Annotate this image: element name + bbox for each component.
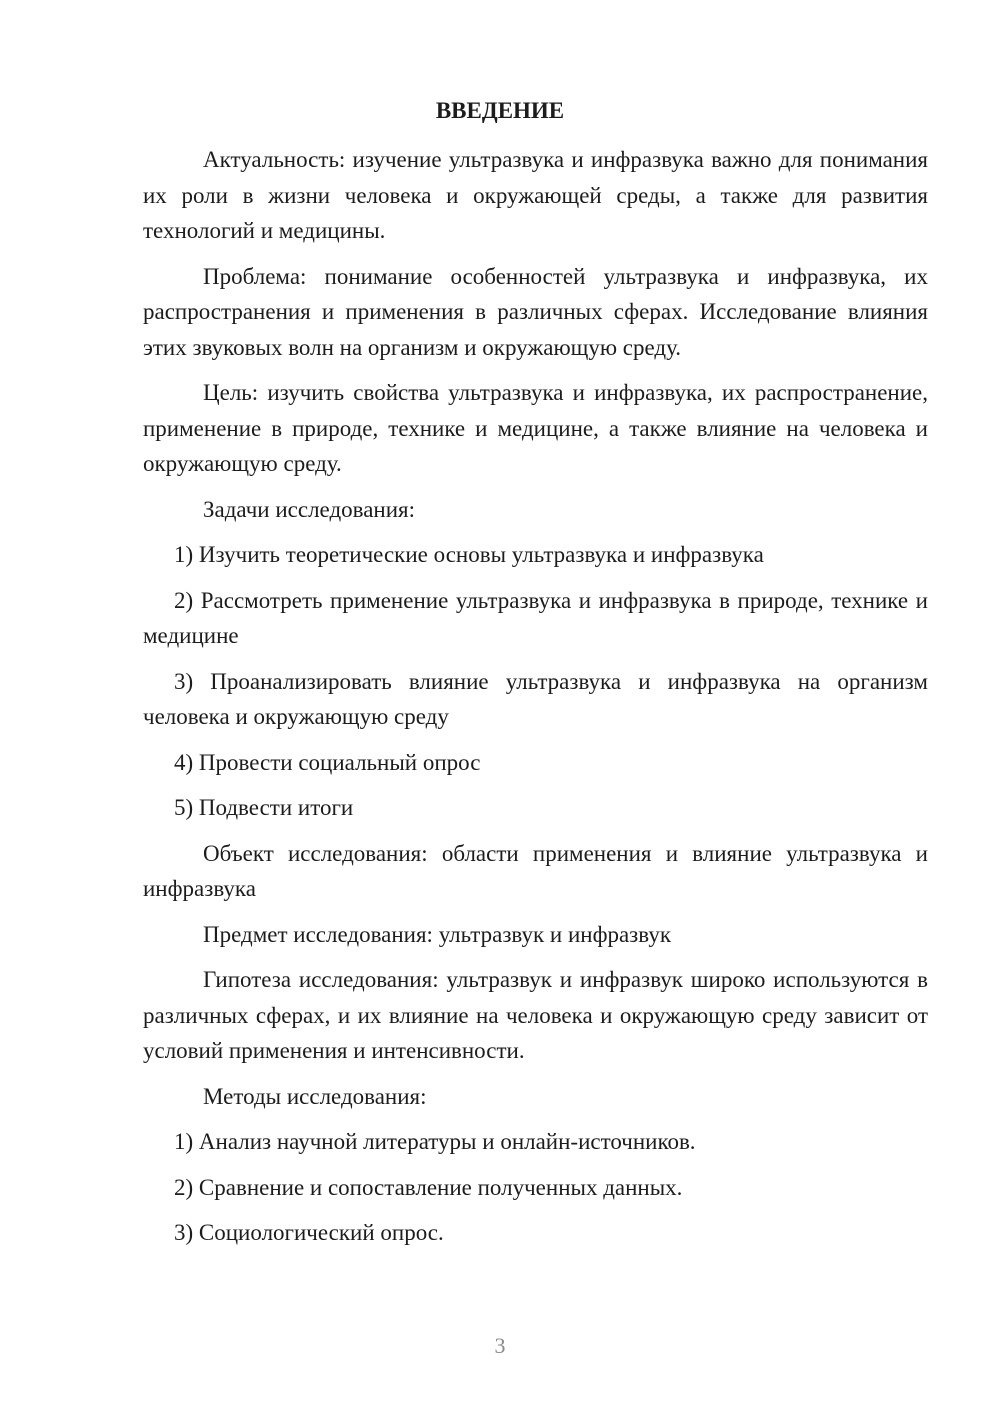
- subject-paragraph: Предмет исследования: ультразвук и инфразвук: [203, 921, 672, 947]
- hypothesis-paragraph: Гипотеза исследования: ультразвук и инфразвук широко используются в различных сферах, и их влияние на человека и окружающую среду зависит от условий применения и интенсивности.: [143, 967, 928, 1063]
- tasks-heading: Задачи исследования:: [203, 496, 416, 522]
- page-number: 3: [494, 1333, 506, 1358]
- page-heading: ВВЕДЕНИЕ: [435, 98, 565, 123]
- method-item-1: 1) Анализ научной литературы и онлайн-источников.: [174, 1129, 696, 1154]
- task-item-3: 3) Проанализировать влияние ультразвука и инфразвука на организм человека и окружающую среду: [143, 668, 928, 729]
- task-item-1: 1) Изучить теоретические основы ультразвука и инфразвука: [174, 542, 764, 567]
- task-item-2: 2) Рассмотреть применение ультразвука и инфразвука в природе, технике и медицине: [143, 587, 928, 648]
- task-item-4: 4) Провести социальный опрос: [174, 749, 481, 775]
- object-paragraph: Объект исследования: области применения и влияние ультразвука и инфразвука: [143, 840, 928, 901]
- relevance-paragraph: Актуальность: изучение ультразвука и инфразвука важно для понимания их роли в жизни человека и окружающей среды, а также для развития технологий и медицины.: [143, 147, 928, 243]
- method-item-3: 3) Социологический опрос.: [174, 1220, 444, 1245]
- body-text: [143, 142, 928, 1261]
- methods-heading: Методы исследования:: [203, 1083, 427, 1109]
- problem-paragraph: Проблема: понимание особенностей ультразвука и инфразвука, их распространения и применения в различных сферах. Исследование влияния этих звуковых волн на организм и окружающую среду.: [143, 263, 928, 360]
- task-item-5: 5) Подвести итоги: [174, 795, 354, 820]
- goal-paragraph: Цель: изучить свойства ультразвука и инфразвука, их распространение, применение в природе, технике и медицине, а также влияние на человека и окружающую среду.: [143, 380, 928, 476]
- method-item-2: 2) Сравнение и сопоставление полученных данных.: [174, 1174, 683, 1200]
